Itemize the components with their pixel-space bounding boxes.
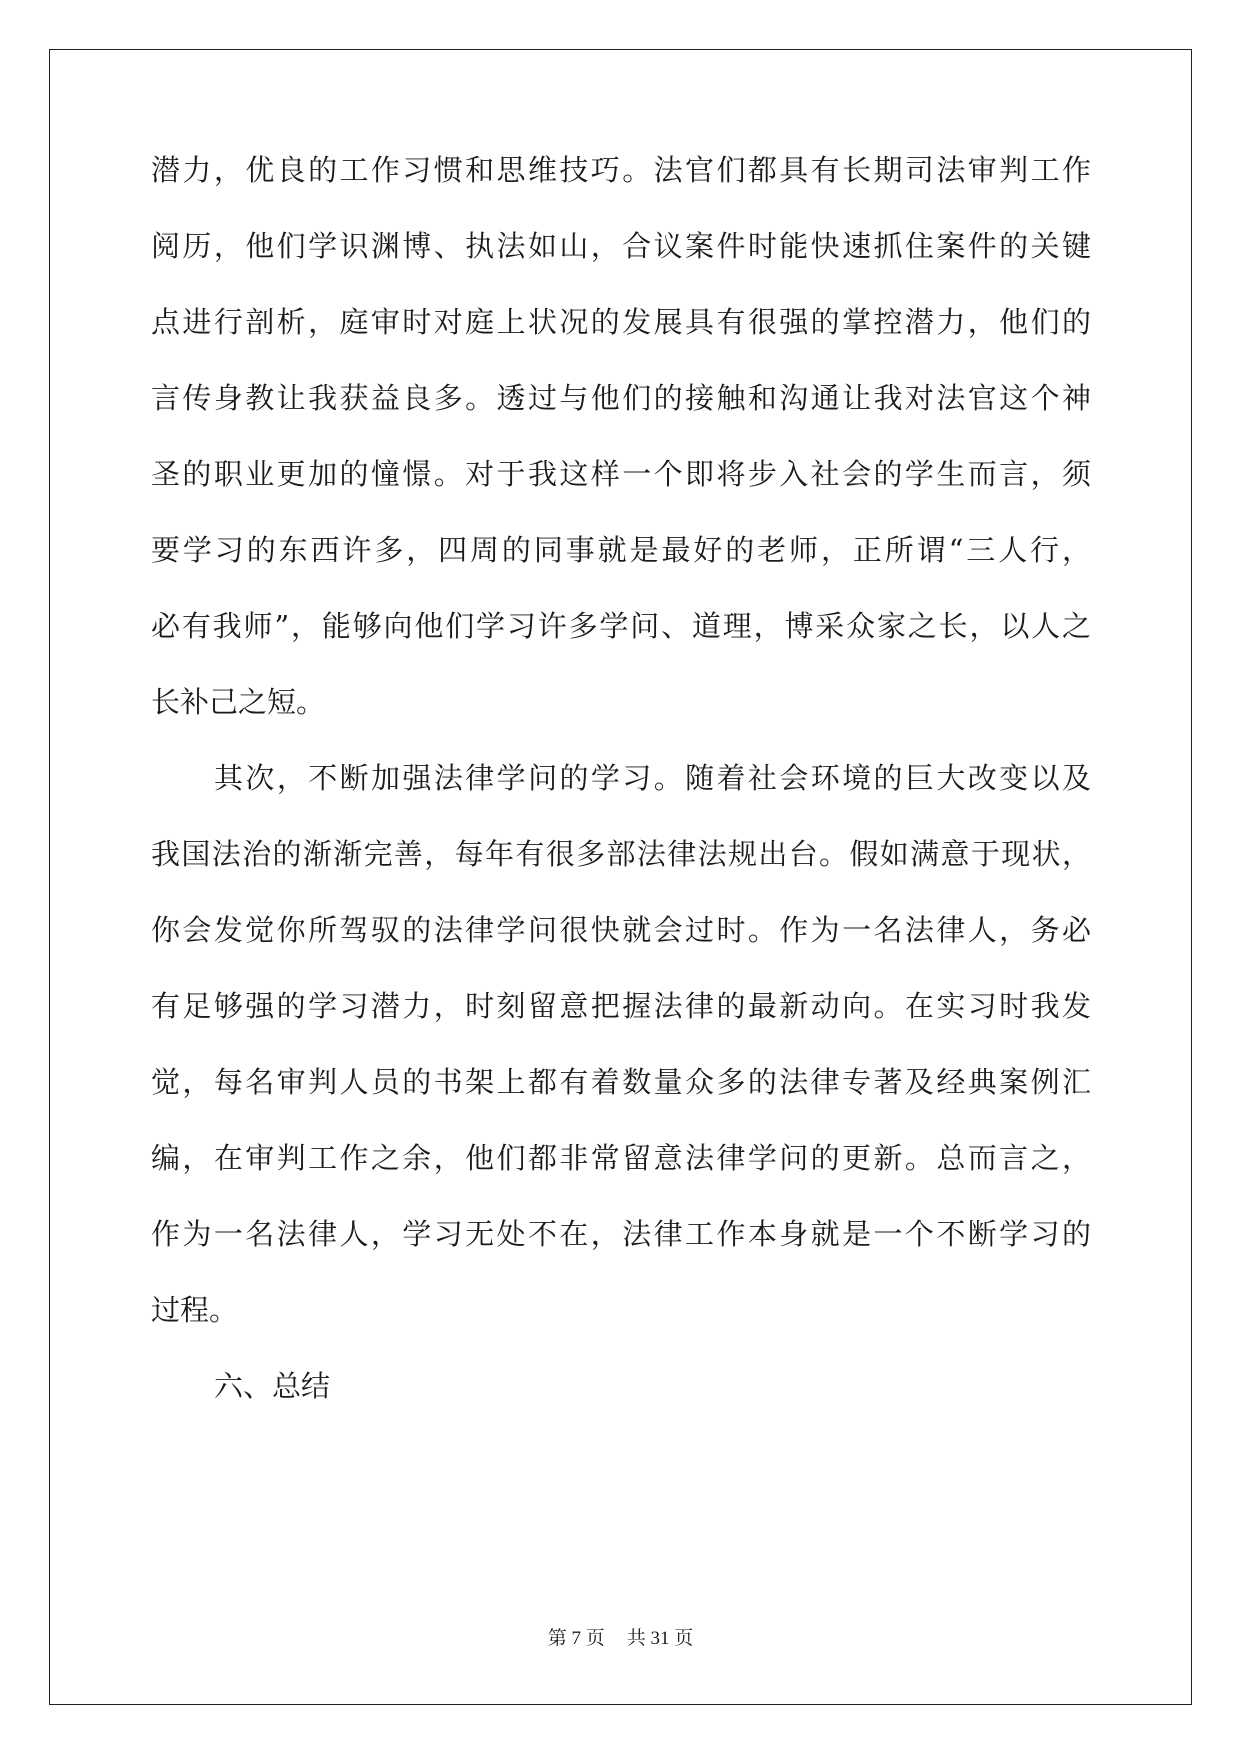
paragraph-line: 要学习的东西许多，四周的同事就是最好的老师，正所谓“三人行， [151,533,1091,567]
paragraph-line: 言传身教让我获益良多。透过与他们的接触和沟通让我对法官这个神 [151,381,1091,415]
paragraph-line: 我国法治的渐渐完善，每年有很多部法律法规出台。假如满意于现状， [151,837,1091,871]
paragraph-line: 圣的职业更加的憧憬。对于我这样一个即将步入社会的学生而言，须 [151,457,1091,491]
section-heading: 六、总结 [214,1369,331,1403]
paragraph-line: 点进行剖析，庭审时对庭上状况的发展具有很强的掌控潜力，他们的 [151,305,1091,339]
page-number: 第 7 页 [547,1628,605,1649]
paragraph-line: 其次，不断加强法律学问的学习。随着社会环境的巨大改变以及 [214,761,1091,795]
paragraph-line: 过程。 [151,1293,239,1327]
paragraph-line: 觉，每名审判人员的书架上都有着数量众多的法律专著及经典案例汇 [151,1065,1091,1099]
page-total: 共 31 页 [626,1628,694,1649]
paragraph-line: 有足够强的学习潜力，时刻留意把握法律的最新动向。在实习时我发 [151,989,1091,1023]
paragraph-line: 潜力，优良的工作习惯和思维技巧。法官们都具有长期司法审判工作 [151,153,1091,187]
paragraph-line: 编，在审判工作之余，他们都非常留意法律学问的更新。总而言之， [151,1141,1091,1175]
paragraph-line: 你会发觉你所驾驭的法律学问很快就会过时。作为一名法律人，务必 [151,913,1091,947]
page-border [49,49,1192,1705]
paragraph-line: 作为一名法律人，学习无处不在，法律工作本身就是一个不断学习的 [151,1217,1091,1251]
paragraph-line: 长补己之短。 [151,685,326,719]
page-footer [0,1623,1241,1650]
paragraph-line: 必有我师”，能够向他们学习许多学问、道理，博采众家之长，以人之 [151,609,1091,643]
paragraph-line: 阅历，他们学识渊博、执法如山，合议案件时能快速抓住案件的关键 [151,229,1091,263]
